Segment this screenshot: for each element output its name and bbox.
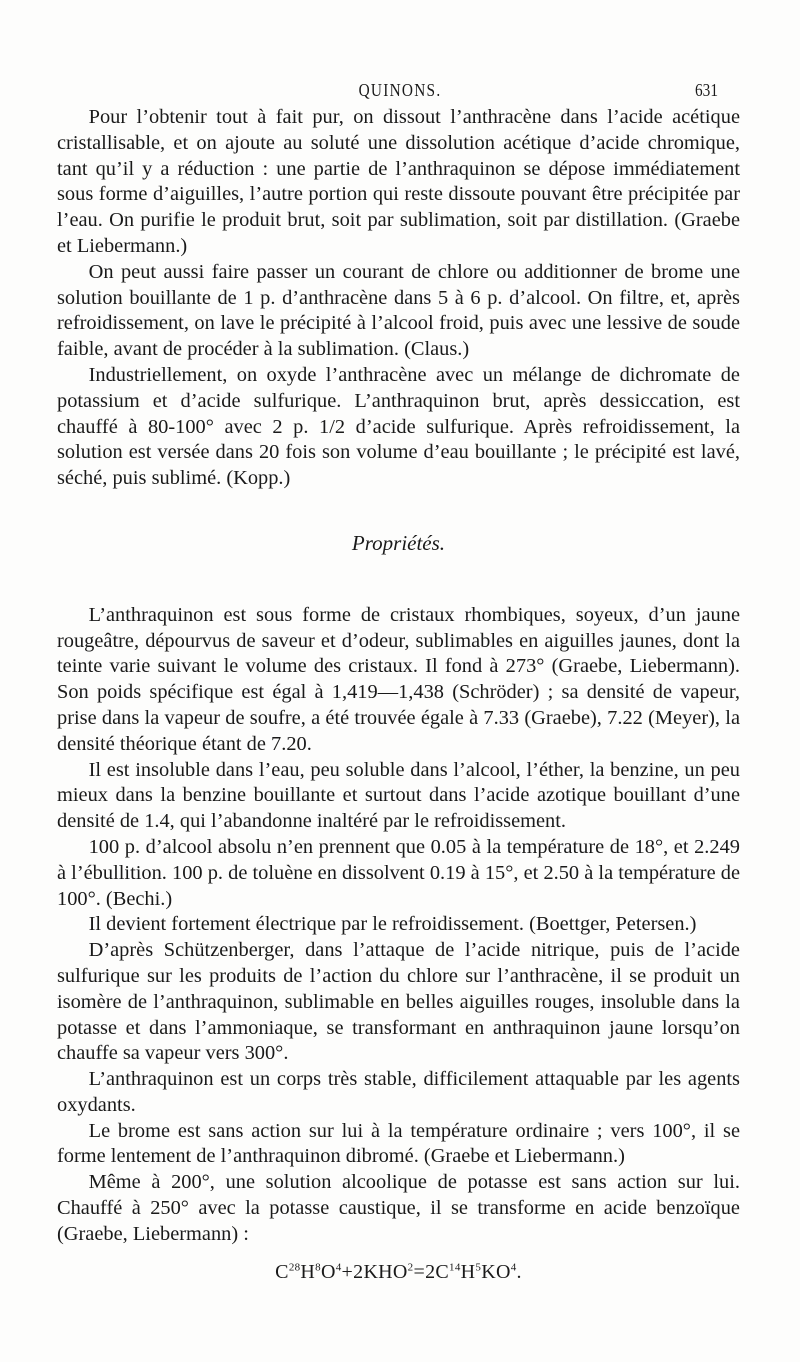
chemical-equation: $C^{28}H^8O^4+2KHO^2=2C^{14}H^5KO^4$. xyxy=(275,1260,522,1283)
paragraph: Il est insoluble dans l’eau, peu soluble dans l’alcool, l’éther, la benzine, un peu mieux dans la benzine bouillante et surtout dans l’acide azotique bouillant d’une densité de 1.4, qui l’abandonne inaltéré par le refroidissement. xyxy=(57,758,740,833)
paragraph: Le brome est sans action sur lui à la température ordinaire ; vers 100°, il se forme lentement de l’anthraquinon dibromé. (Graebe et Liebermann.) xyxy=(57,1119,740,1168)
paragraph: On peut aussi faire passer un courant de chlore ou additionner de brome une solution bouillante de 1 p. d’anthracène dans 5 à 6 p. d’alcool. On filtre, et, après refroidissement, on lave le précipité à l’alcool froid, puis avec une lessive de soude faible, avant de procéder à la sublimation. (Claus.) xyxy=(57,260,740,361)
body-text xyxy=(57,105,740,1285)
running-title: QUINONS. xyxy=(358,80,442,100)
running-head xyxy=(0,80,800,106)
paragraph: Pour l’obtenir tout à fait pur, on dissout l’anthracène dans l’acide acétique cristallisable, et on ajoute au soluté une dissolution acétique d’acide chromique, tant qu’il y a réduction : une partie de l’anthraquinon se dépose immédiatement sous forme d’aiguilles, l’autre portion qui reste dissoute pouvant être précipitée par l’eau. On purifie le produit brut, soit par sublimation, soit par distillation. (Graebe et Liebermann.) xyxy=(57,106,740,257)
paragraph: Il devient fortement électrique par le refroidissement. (Boettger, Petersen.) xyxy=(88,913,697,936)
paragraph: 100 p. d’alcool absolu n’en prennent que 0.05 à la température de 18°, et 2.249 à l’ébullition. 100 p. de toluène en dissolvent 0.19 à 15°, et 2.50 à la température de 100°. (Bechi.) xyxy=(57,835,740,910)
paragraph: Industriellement, on oxyde l’anthracène avec un mélange de dichromate de potassium et d’acide sulfurique. L’anthraquinon brut, après dessiccation, est chauffé à 80-100° avec 2 p. 1/2 d’acide sulfurique. Après refroidissement, la solution est versée dans 20 fois son volume d’eau bouillante ; le précipité est lavé, séché, puis sublimé. (Kopp.) xyxy=(57,363,740,490)
paragraph: D’après Schützenberger, dans l’attaque de l’acide nitrique, puis de l’acide sulfurique sur les produits de l’action du chlore sur l’anthracène, il se produit un isomère de l’anthraquinon, sublimable en belles aiguilles rouges, insoluble dans la potasse et dans l’ammoniaque, se transformant en anthraquinon jaune lorsqu’on chauffe sa vapeur vers 300°. xyxy=(57,939,740,1065)
paragraph: L’anthraquinon est sous forme de cristaux rhombiques, soyeux, d’un jaune rougeâtre, dépourvus de saveur et d’odeur, sublimables en aiguilles jaunes, dont la teinte varie suivant le volume des cristaux. Il fond à 273° (Graebe, Liebermann). Son poids spécifique est égal à 1,419—1,438 (Schröder) ; sa densité de vapeur, prise dans la vapeur de soufre, a été trouvée égale à 7.33 (Graebe), 7.22 (Meyer), la densité théorique étant de 7.20. xyxy=(57,603,740,755)
paragraph: L’anthraquinon est un corps très stable, difficilement attaquable par les agents oxydants. xyxy=(57,1068,740,1116)
page-number: 631 xyxy=(695,80,718,100)
section-heading: Propriétés. xyxy=(351,530,446,555)
paragraph: Même à 200°, une solution alcoolique de potasse est sans action sur lui. Chauffé à 250° avec la potasse caustique, il se transforme en acide benzoïque (Graebe, Liebermann) : xyxy=(57,1171,740,1245)
